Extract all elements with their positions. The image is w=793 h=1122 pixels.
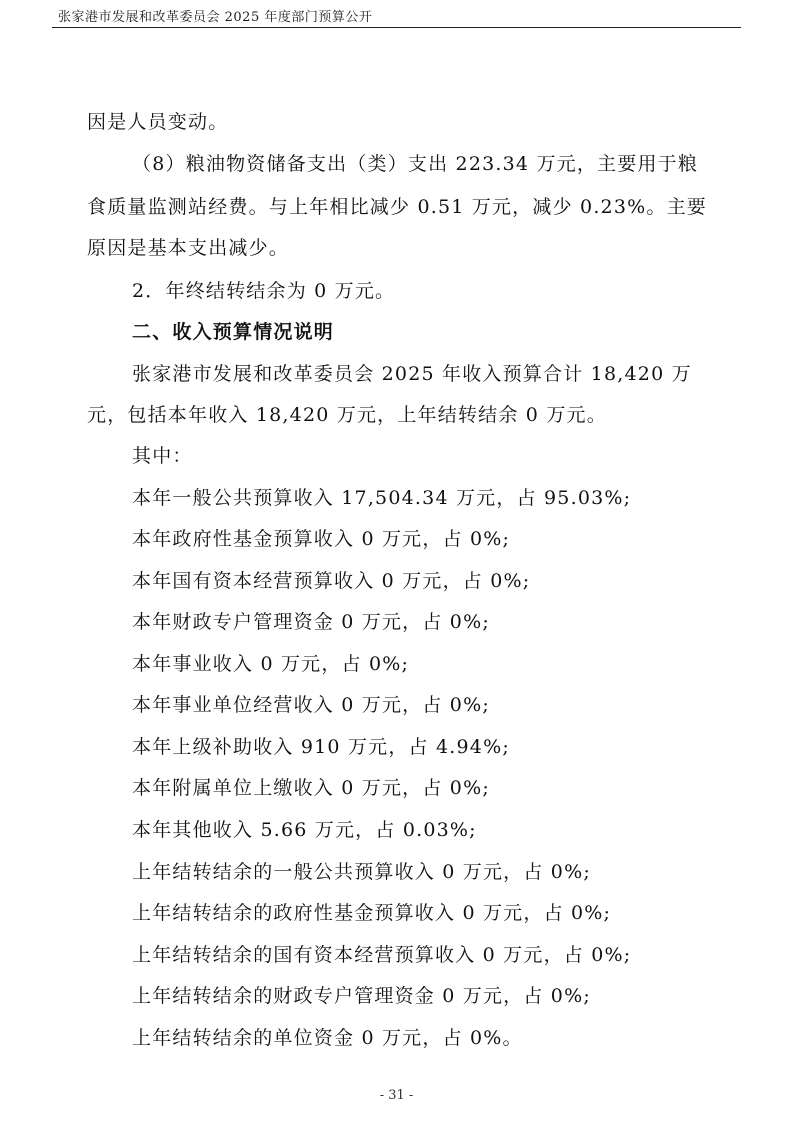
header-divider	[52, 27, 741, 28]
text-line: 食质量监测站经费。与上年相比减少 0.51 万元，减少 0.23%。主要	[87, 196, 707, 218]
text-line: 张家港市发展和改革委员会 2025 年收入预算合计 18,420 万	[132, 363, 692, 385]
list-item: 上年结转结余的国有资本经营预算收入 0 万元，占 0%;	[132, 944, 632, 966]
text-line: 2．年终结转结余为 0 万元。	[132, 280, 396, 302]
list-item: 上年结转结余的财政专户管理资金 0 万元，占 0%;	[132, 985, 591, 1007]
running-header: 张家港市发展和改革委员会 2025 年度部门预算公开	[58, 10, 373, 25]
list-item: 本年国有资本经营预算收入 0 万元，占 0%;	[132, 570, 531, 592]
list-item: 上年结转结余的一般公共预算收入 0 万元，占 0%;	[132, 861, 591, 883]
text-line: 原因是基本支出减少。	[87, 237, 290, 259]
page-number: - 31 -	[379, 1088, 414, 1103]
list-item: 本年事业收入 0 万元，占 0%;	[132, 653, 410, 675]
list-item: 本年附属单位上缴收入 0 万元，占 0%;	[132, 777, 490, 799]
list-item: 本年其他收入 5.66 万元，占 0.03%;	[132, 819, 477, 841]
list-item: 上年结转结余的单位资金 0 万元，占 0%。	[132, 1027, 523, 1049]
list-item: 本年财政专户管理资金 0 万元，占 0%;	[132, 611, 490, 633]
list-item: 上年结转结余的政府性基金预算收入 0 万元，占 0%;	[132, 902, 612, 924]
list-item: 本年一般公共预算收入 17,504.34 万元，占 95.03%;	[132, 487, 632, 509]
list-item: 本年上级补助收入 910 万元，占 4.94%;	[132, 736, 510, 758]
text-line: 其中：	[132, 445, 193, 467]
text-line: （8）粮油物资储备支出（类）支出 223.34 万元，主要用于粮	[132, 153, 699, 175]
text-line: 因是人员变动。	[87, 111, 229, 133]
text-line: 元，包括本年收入 18,420 万元，上年结转结余 0 万元。	[87, 404, 607, 426]
list-item: 本年政府性基金预算收入 0 万元，占 0%;	[132, 528, 511, 550]
section-heading: 二、收入预算情况说明	[132, 321, 335, 343]
list-item: 本年事业单位经营收入 0 万元，占 0%;	[132, 694, 490, 716]
